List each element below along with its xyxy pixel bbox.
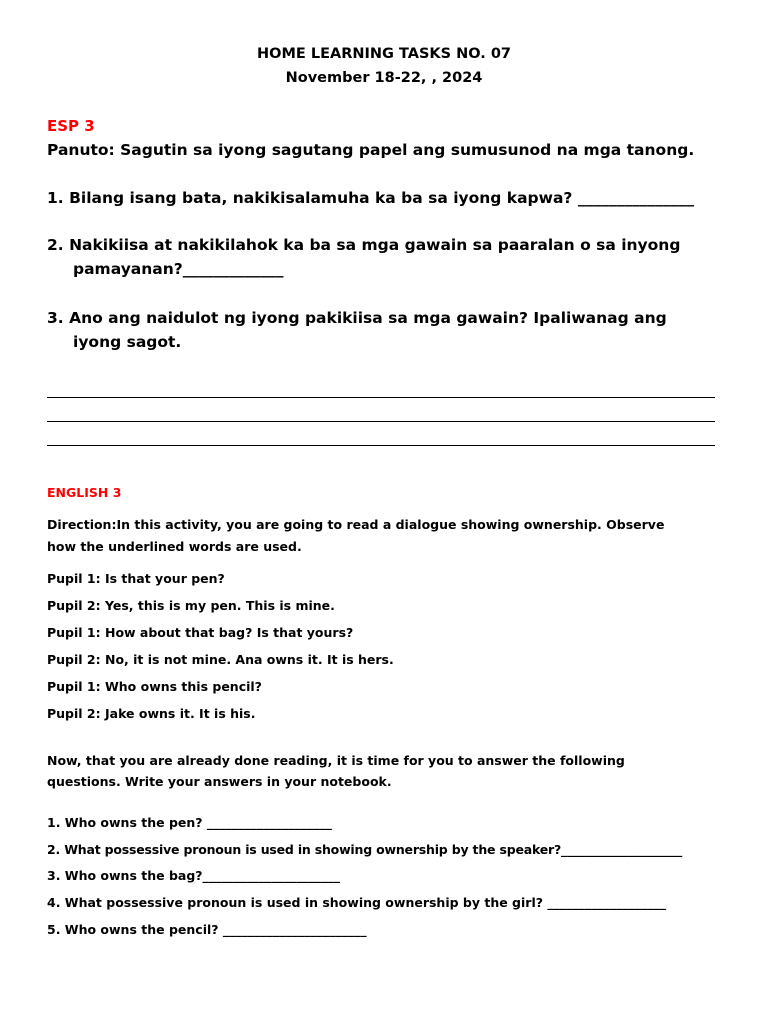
- esp-question-3-line-1: 3. Ano ang naidulot ng iyong pakikiisa sa mga gawain? Ipaliwanag ang: [47, 309, 667, 327]
- esp-question-3-line-2: iyong sagot.: [73, 333, 182, 351]
- dialogue-line: Pupil 2: Yes, this is my pen. This is mine.: [47, 598, 335, 613]
- english-question-3: 3. Who owns the bag?______________________: [47, 868, 341, 883]
- page-title: HOME LEARNING TASKS NO. 07: [256, 46, 512, 62]
- english-question-4: 4. What possessive pronoun is used in showing ownership by the girl? ___________________: [47, 895, 667, 910]
- dialogue-line: Pupil 2: Jake owns it. It is his.: [47, 706, 256, 721]
- esp-question-1: 1. Bilang isang bata, nakikisalamuha ka ba sa iyong kapwa? _______________: [47, 189, 695, 207]
- answer-line: [47, 421, 715, 422]
- english-direction-line-1: Direction:In this activity, you are going to read a dialogue showing ownership. Observe: [47, 517, 665, 532]
- dialogue-line: Pupil 1: Is that your pen?: [47, 571, 225, 586]
- esp-question-2-line-2: pamayanan?_____________: [73, 260, 284, 278]
- answer-line: [47, 445, 715, 446]
- english-question-5: 5. Who owns the pencil? _______________________: [47, 922, 367, 937]
- dialogue-line: Pupil 1: How about that bag? Is that yours?: [47, 625, 354, 640]
- answer-line: [47, 397, 715, 398]
- english-subject-heading: ENGLISH 3: [47, 485, 122, 500]
- esp-subject-heading: ESP 3: [47, 117, 95, 135]
- english-now-line-2: questions. Write your answers in your notebook.: [47, 774, 392, 789]
- esp-question-2-line-1: 2. Nakikiisa at nakikilahok ka ba sa mga gawain sa paaralan o sa inyong: [47, 236, 681, 254]
- english-question-1: 1. Who owns the pen? ____________________: [47, 815, 332, 830]
- english-question-2: 2. What possessive pronoun is used in showing ownership by the speaker?____________________: [47, 842, 683, 857]
- dialogue-line: Pupil 2: No, it is not mine. Ana owns it. It is hers.: [47, 652, 394, 667]
- esp-instructions: Panuto: Sagutin sa iyong sagutang papel ang sumusunod na mga tanong.: [47, 141, 695, 159]
- english-direction-line-2: how the underlined words are used.: [47, 539, 302, 554]
- date-range: November 18-22, , 2024: [285, 70, 483, 86]
- dialogue-line: Pupil 1: Who owns this pencil?: [47, 679, 262, 694]
- english-now-line-1: Now, that you are already done reading, it is time for you to answer the following: [47, 753, 625, 768]
